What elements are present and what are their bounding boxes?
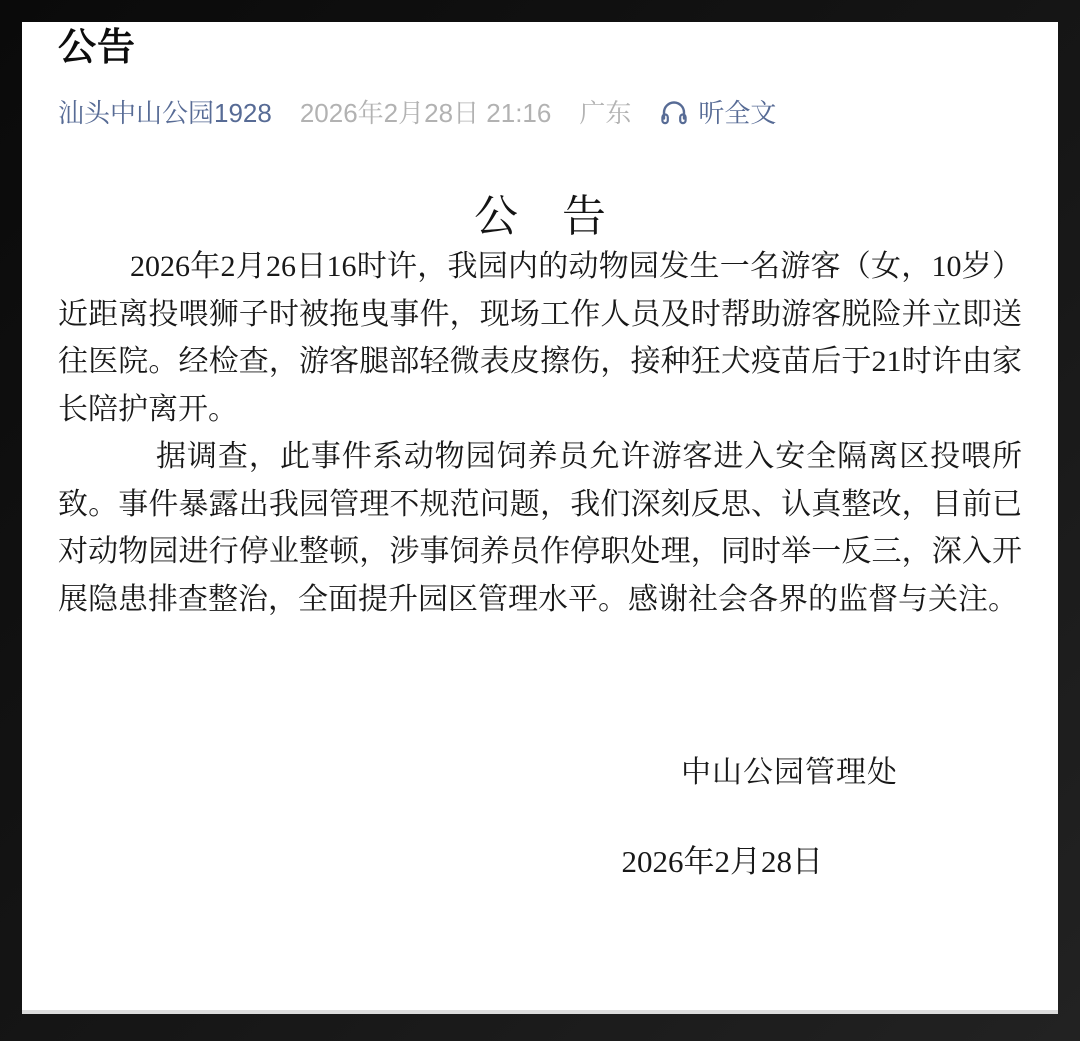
- article-meta-row: [58, 96, 1022, 130]
- announcement-title: 公 告: [474, 192, 606, 241]
- signature: 中山公园管理处: [681, 756, 898, 789]
- announcement-paragraph-2: 据调查，此事件系动物园饲养员允许游客进入安全隔离区投喂所致。事件暴露出我园管理不规范问题，我们深刻反思、认真整改，目前已对动物园进行停业整顿，涉事饲养员作停职处理，同时举一反三，深入开展隐患排查整治，全面提升园区管理水平。感谢社会各界的监督与关注。: [58, 440, 1022, 616]
- account-name-link[interactable]: 汕头中山公园1928: [58, 98, 272, 128]
- article-page: [22, 22, 1058, 1014]
- announcement-paragraph-1: 2026年2月26日16时许，我园内的动物园发生一名游客（女，10岁）近距离投喂狮子时被拖曳事件，现场工作人员及时帮助游客脱险并立即送往医院。经检查，游客腿部轻微表皮擦伤，接种狂犬疫苗后于21时许由家长陪护离开。: [58, 250, 1022, 426]
- announcement-body: [58, 191, 1022, 885]
- page-title: 公告: [58, 27, 137, 69]
- listen-full-text-button[interactable]: [659, 96, 776, 130]
- signature-date: 2026年2月28日: [621, 844, 823, 879]
- listen-full-text-label: 听全文: [698, 98, 777, 128]
- publish-location: 广东: [579, 98, 632, 128]
- headphones-icon: [659, 98, 689, 128]
- publish-datetime: 2026年2月28日 21:16: [299, 98, 552, 128]
